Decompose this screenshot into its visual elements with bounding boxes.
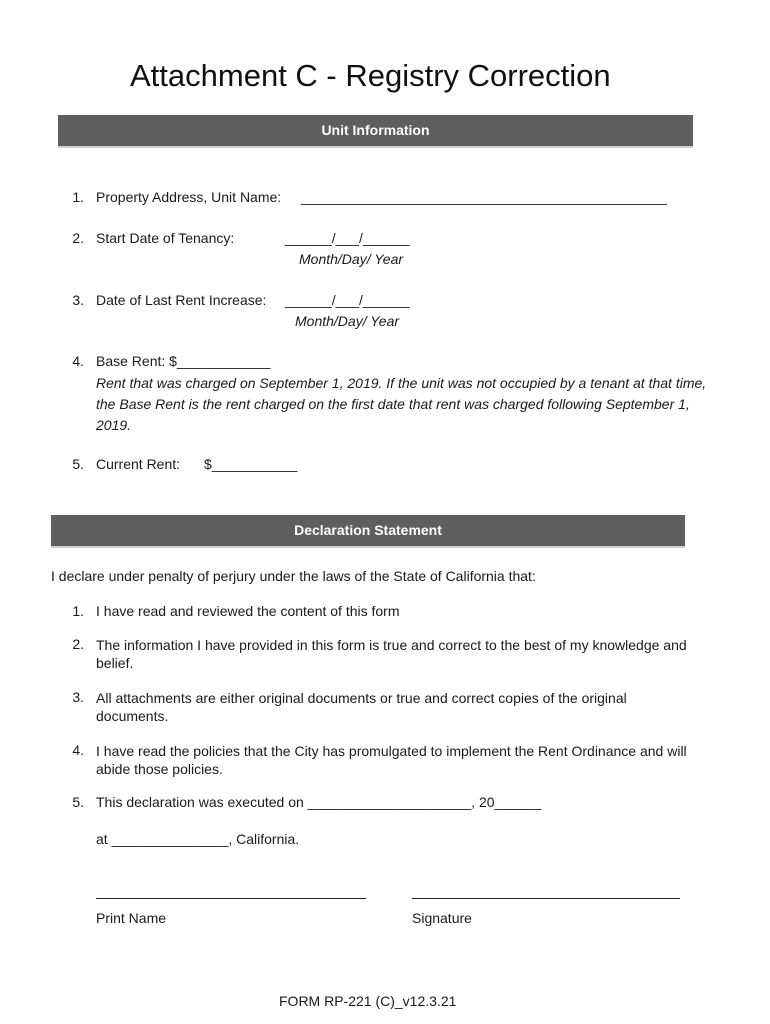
start-date-label: Start Date of Tenancy: (96, 230, 235, 246)
signature-label: Signature (412, 910, 472, 926)
start-date-format-hint: Month/Day/ Year (299, 251, 404, 267)
current-rent-field[interactable]: $___________ (204, 456, 298, 472)
last-rent-increase-label: Date of Last Rent Increase: (96, 292, 267, 308)
signature-line[interactable] (412, 898, 680, 899)
item-number: 2. (72, 636, 84, 652)
last-rent-increase-format-hint: Month/Day/ Year (295, 313, 400, 329)
item-number: 5. (72, 794, 84, 810)
page-title: Attachment C - Registry Correction (130, 58, 611, 93)
item-number: 4. (72, 353, 84, 369)
start-date-field[interactable]: ______/___/______ (285, 230, 410, 246)
item-number: 3. (72, 689, 84, 705)
item-number: 3. (72, 292, 84, 308)
item-number: 1. (72, 189, 84, 205)
item-number: 2. (72, 230, 84, 246)
declaration-item: I have read the policies that the City has promulgated to implement the Rent Ordinance and will abide those policies. (96, 743, 687, 777)
item-number: 5. (72, 456, 84, 472)
property-address-field[interactable]: _______________________________________________ (301, 189, 667, 205)
base-rent-note: Rent that was charged on September 1, 2019. If the unit was not occupied by a tenant at that time, the Base Rent is the rent charged on the first date that rent was charged following September 1, 2019. (96, 375, 707, 433)
declaration-item: All attachments are either original documents or true and correct copies of the original documents. (96, 690, 627, 724)
declaration-item: I have read and reviewed the content of this form (96, 603, 400, 619)
declaration-statement-header: Declaration Statement (51, 515, 685, 548)
unit-information-header: Unit Information (58, 115, 693, 148)
item-number: 4. (72, 742, 84, 758)
item-number: 1. (72, 603, 84, 619)
execution-date-field[interactable]: This declaration was executed on _____________________, 20______ (96, 794, 542, 810)
current-rent-label: Current Rent: (96, 456, 181, 472)
print-name-line[interactable] (96, 898, 366, 899)
last-rent-increase-field[interactable]: ______/___/______ (285, 292, 410, 308)
execution-location-field[interactable]: at _______________, California. (96, 831, 300, 847)
base-rent-field[interactable]: Base Rent: $____________ (96, 353, 271, 369)
declaration-item: The information I have provided in this form is true and correct to the best of my knowledge and belief. (96, 637, 687, 671)
declaration-intro: I declare under penalty of perjury under the laws of the State of California that: (51, 568, 536, 584)
property-address-label: Property Address, Unit Name: (96, 189, 282, 205)
form-footer: FORM RP-221 (C)_v12.3.21 (279, 993, 457, 1009)
print-name-label: Print Name (96, 910, 167, 926)
